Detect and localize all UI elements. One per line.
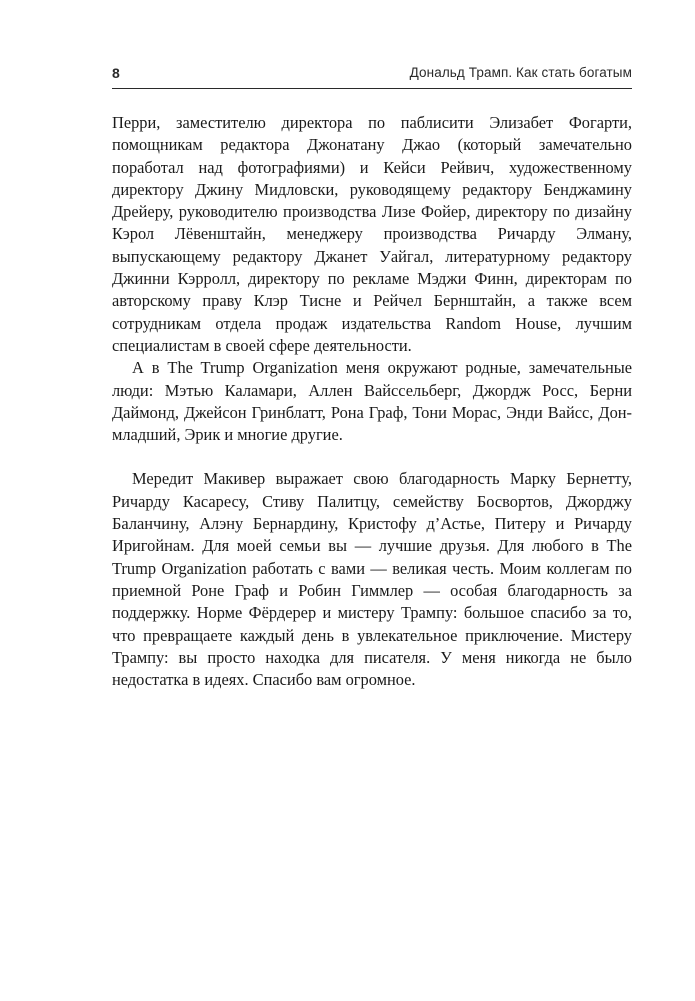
running-title: Дональд Трамп. Как стать богатым [409,65,632,80]
body-text [112,112,632,691]
header-rule [112,88,632,89]
page-header [112,62,632,84]
paragraph-acknowledgements-continued: Перри, заместителю директора по паблисити Элизабет Фогарти, помощникам редактора Джонатану Джао (который замечательно поработал над фотографиями) и Кейси Рейвич, художественному директору Джину Мидловски, руководящему редактору Бенджамину Дрейеру, руководителю производства Лизе Фойер, директору по дизайну Кэрол Лёвенштайн, менеджеру производства Ричарду Элману, выпускающему редактору Джанет Уайгал, литературному редактору Джинни Кэрролл, директору по рекламе Мэджи Финн, директорам по авторскому праву Клэр Тисне и Рейчел Бернштайн, а также всем сотрудникам отдела продаж издательства Random House, лучшим специалистам в своей сфере деятельности. [112,113,632,355]
page-number: 8 [112,65,120,81]
paragraph-meredith-mciver: Мередит Макивер выражает свою благодарность Марку Бернетту, Ричарду Касаресу, Стиву Палитцу, семейству Босвортов, Джорджу Баланчину, Алэну Бернардину, Кристофу д’Астье, Питеру и Ричарду Иригойнам. Для моей семьи вы — лучшие друзья. Для любого в The Trump Organization работать с вами — великая честь. Моим коллегам по приемной Роне Граф и Робин Гиммлер — особая благодарность за поддержку. Норме Фёрдерер и мистеру Трампу: большое спасибо за то, что превращаете каждый день в увлекательное приключение. Мистеру Трампу: вы просто находка для писателя. У меня никогда не было недостатка в идеях. Спасибо вам огромное. [112,469,632,690]
paragraph-trump-organization: А в The Trump Organization меня окружают родные, замечательные люди: Мэтью Каламари, Аллен Вайссельберг, Джордж Росс, Берни Даймонд, Джейсон Гринблатт, Рона Граф, Тони Морас, Энди Вайсс, Дон-младший, Эрик и многие другие. [112,358,632,445]
